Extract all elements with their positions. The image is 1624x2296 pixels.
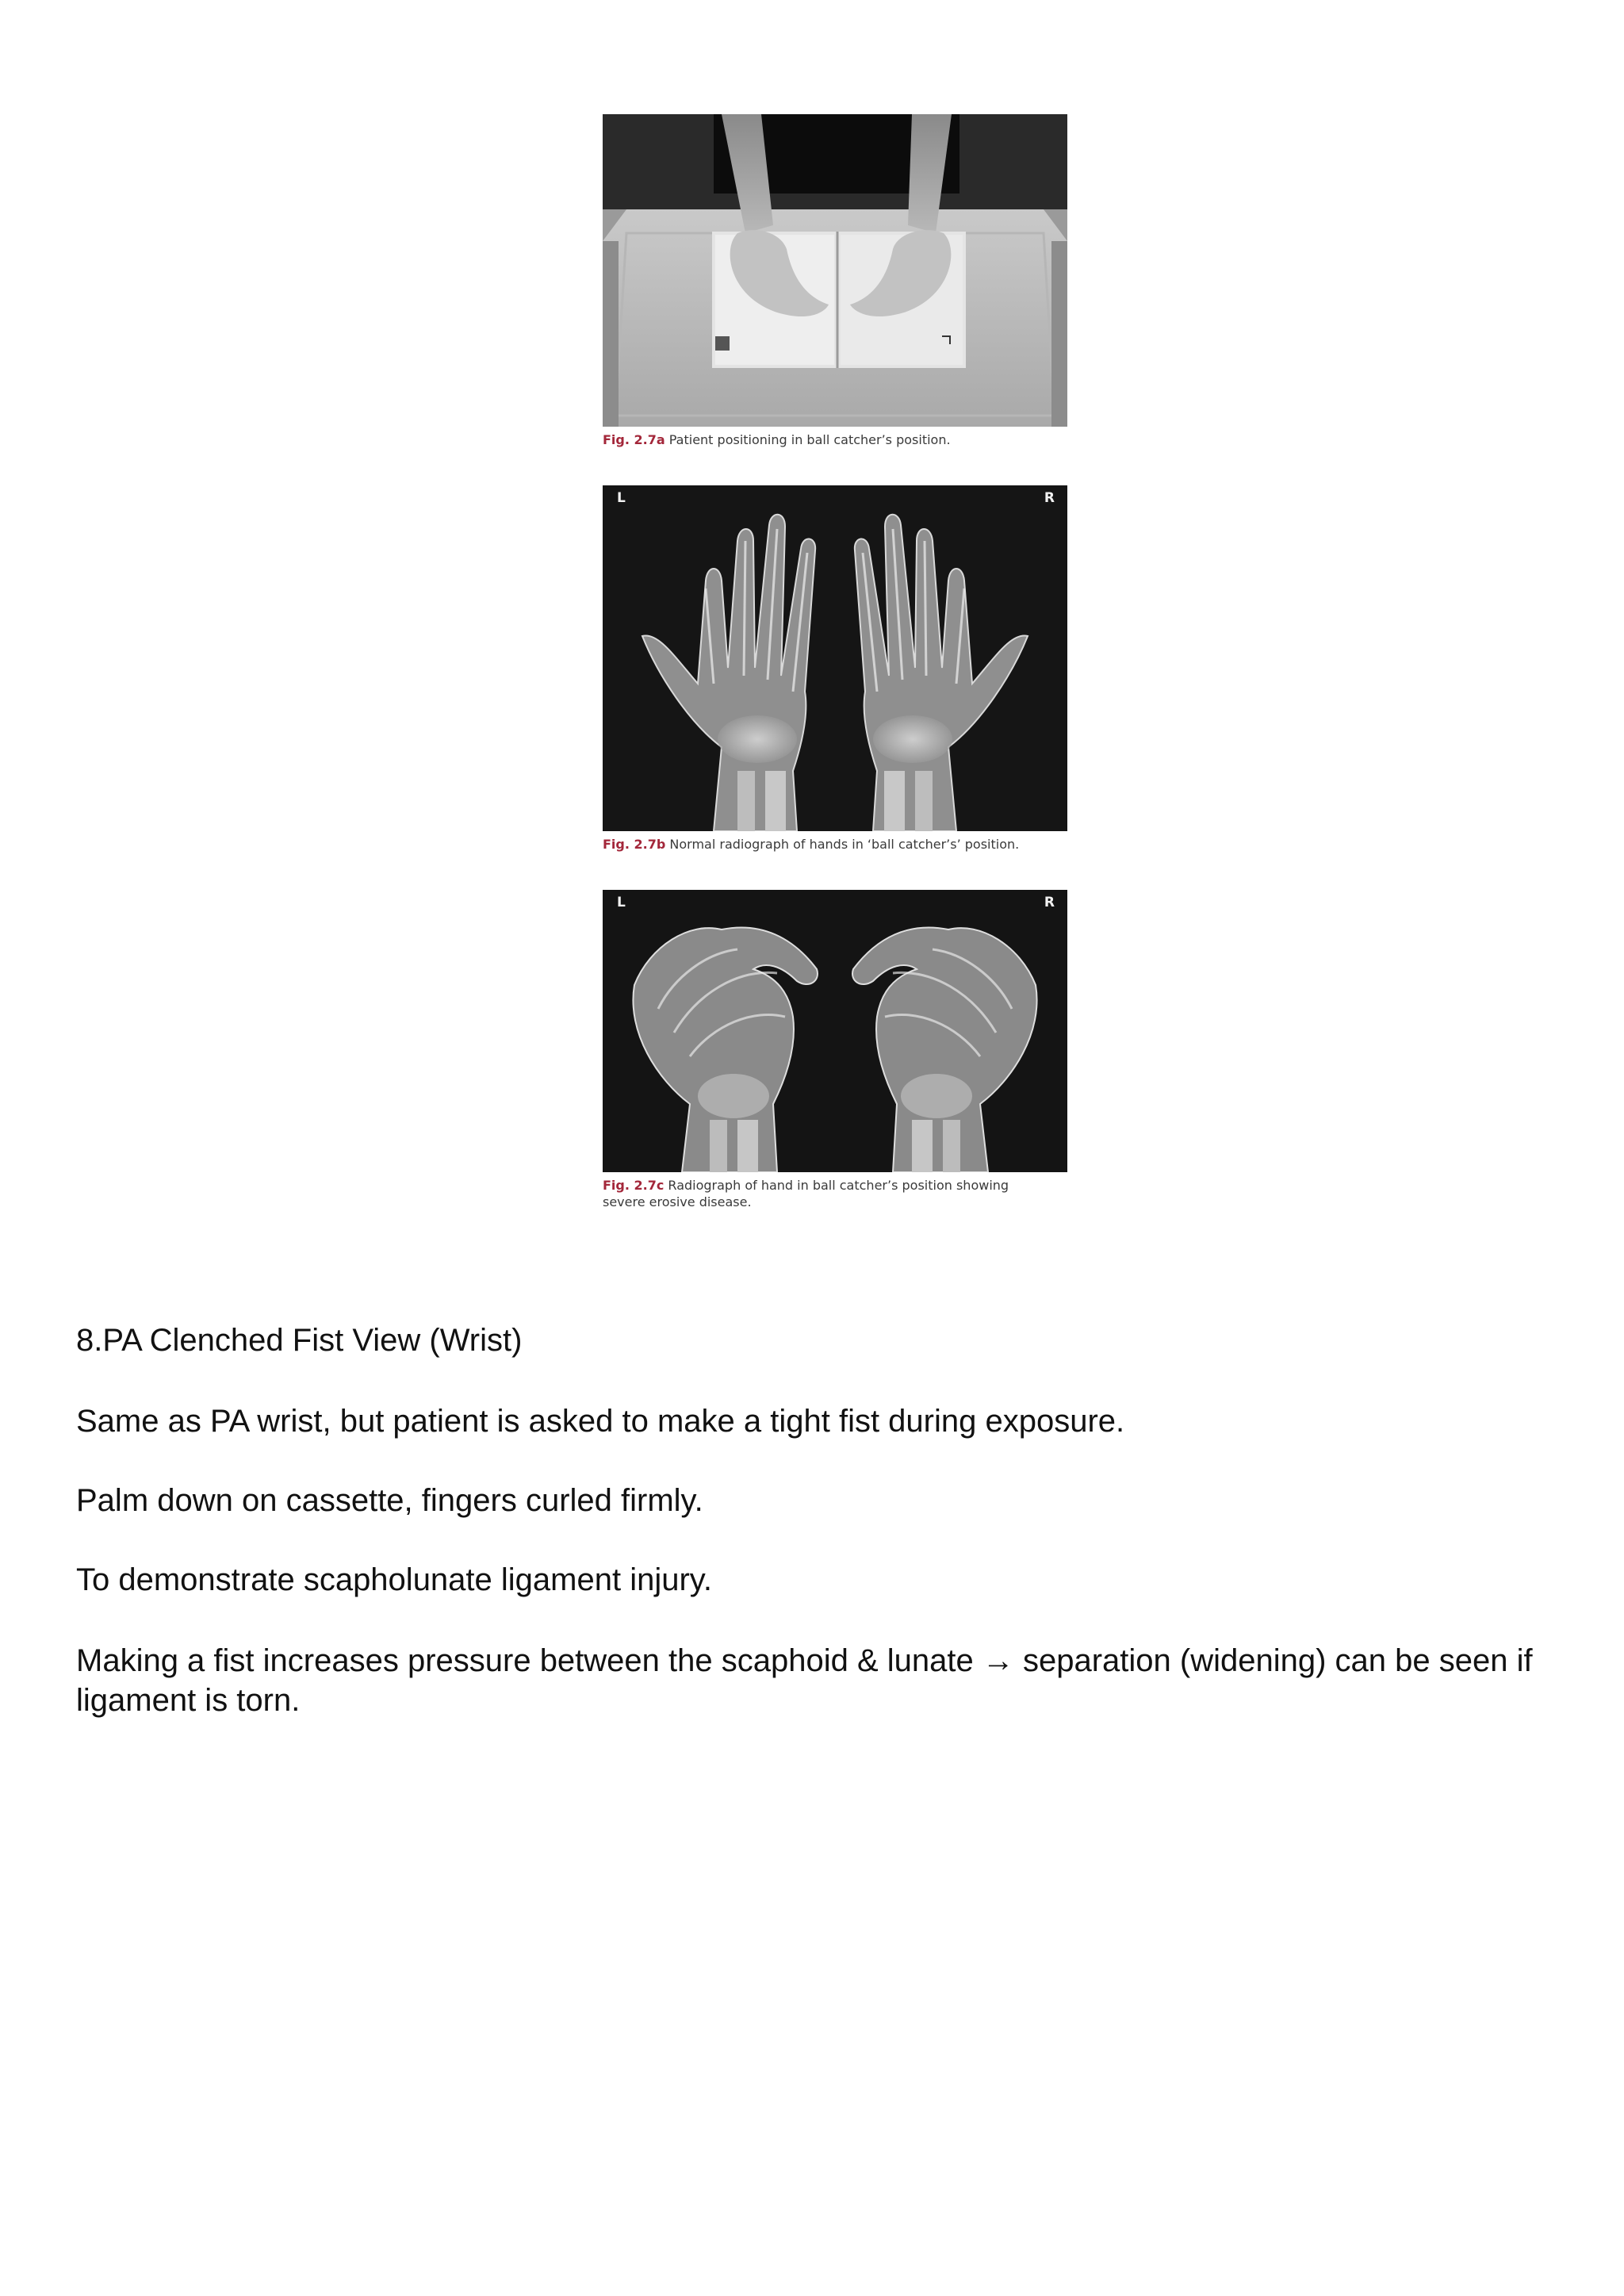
patient-positioning-photo xyxy=(603,114,1067,427)
hand-radiograph xyxy=(603,485,1067,831)
paragraph: Palm down on cassette, fingers curled firmly. xyxy=(76,1483,703,1518)
paragraph: To demonstrate scapholunate ligament injury. xyxy=(76,1562,712,1597)
paragraph: Same as PA wrist, but patient is asked to make a tight fist during exposure. xyxy=(76,1404,1125,1439)
text-section xyxy=(76,1320,1551,1720)
right-marker: R xyxy=(1044,490,1055,506)
caption-text: Radiograph of hand in ball catcher’s position showing severe erosive disease. xyxy=(603,1178,1009,1209)
figure-2-7c xyxy=(603,890,1067,1210)
caption-text: Patient positioning in ball catcher’s position. xyxy=(665,432,951,447)
right-marker: R xyxy=(1044,895,1055,910)
figure-2-7a xyxy=(603,114,1067,448)
figure-label: Fig. 2.7c xyxy=(603,1178,665,1193)
figure-label: Fig. 2.7b xyxy=(603,837,666,852)
caption-text: Normal radiograph of hands in ‘ball catcher’s’ position. xyxy=(665,837,1020,852)
section-heading: 8.PA Clenched Fist View (Wrist) xyxy=(76,1323,523,1358)
paragraph: Making a fist increases pressure between the scaphoid & lunate → separation (widening) can be seen if ligament is torn. xyxy=(76,1643,1533,1718)
hand-radiograph-erosive xyxy=(603,890,1067,1172)
figure-caption xyxy=(603,836,1047,853)
figure-caption xyxy=(603,431,1047,448)
left-marker: L xyxy=(617,490,626,506)
figure-caption xyxy=(603,1177,1047,1210)
figure-2-7b xyxy=(603,485,1067,853)
left-marker: L xyxy=(617,895,626,910)
figure-label: Fig. 2.7a xyxy=(603,432,665,447)
